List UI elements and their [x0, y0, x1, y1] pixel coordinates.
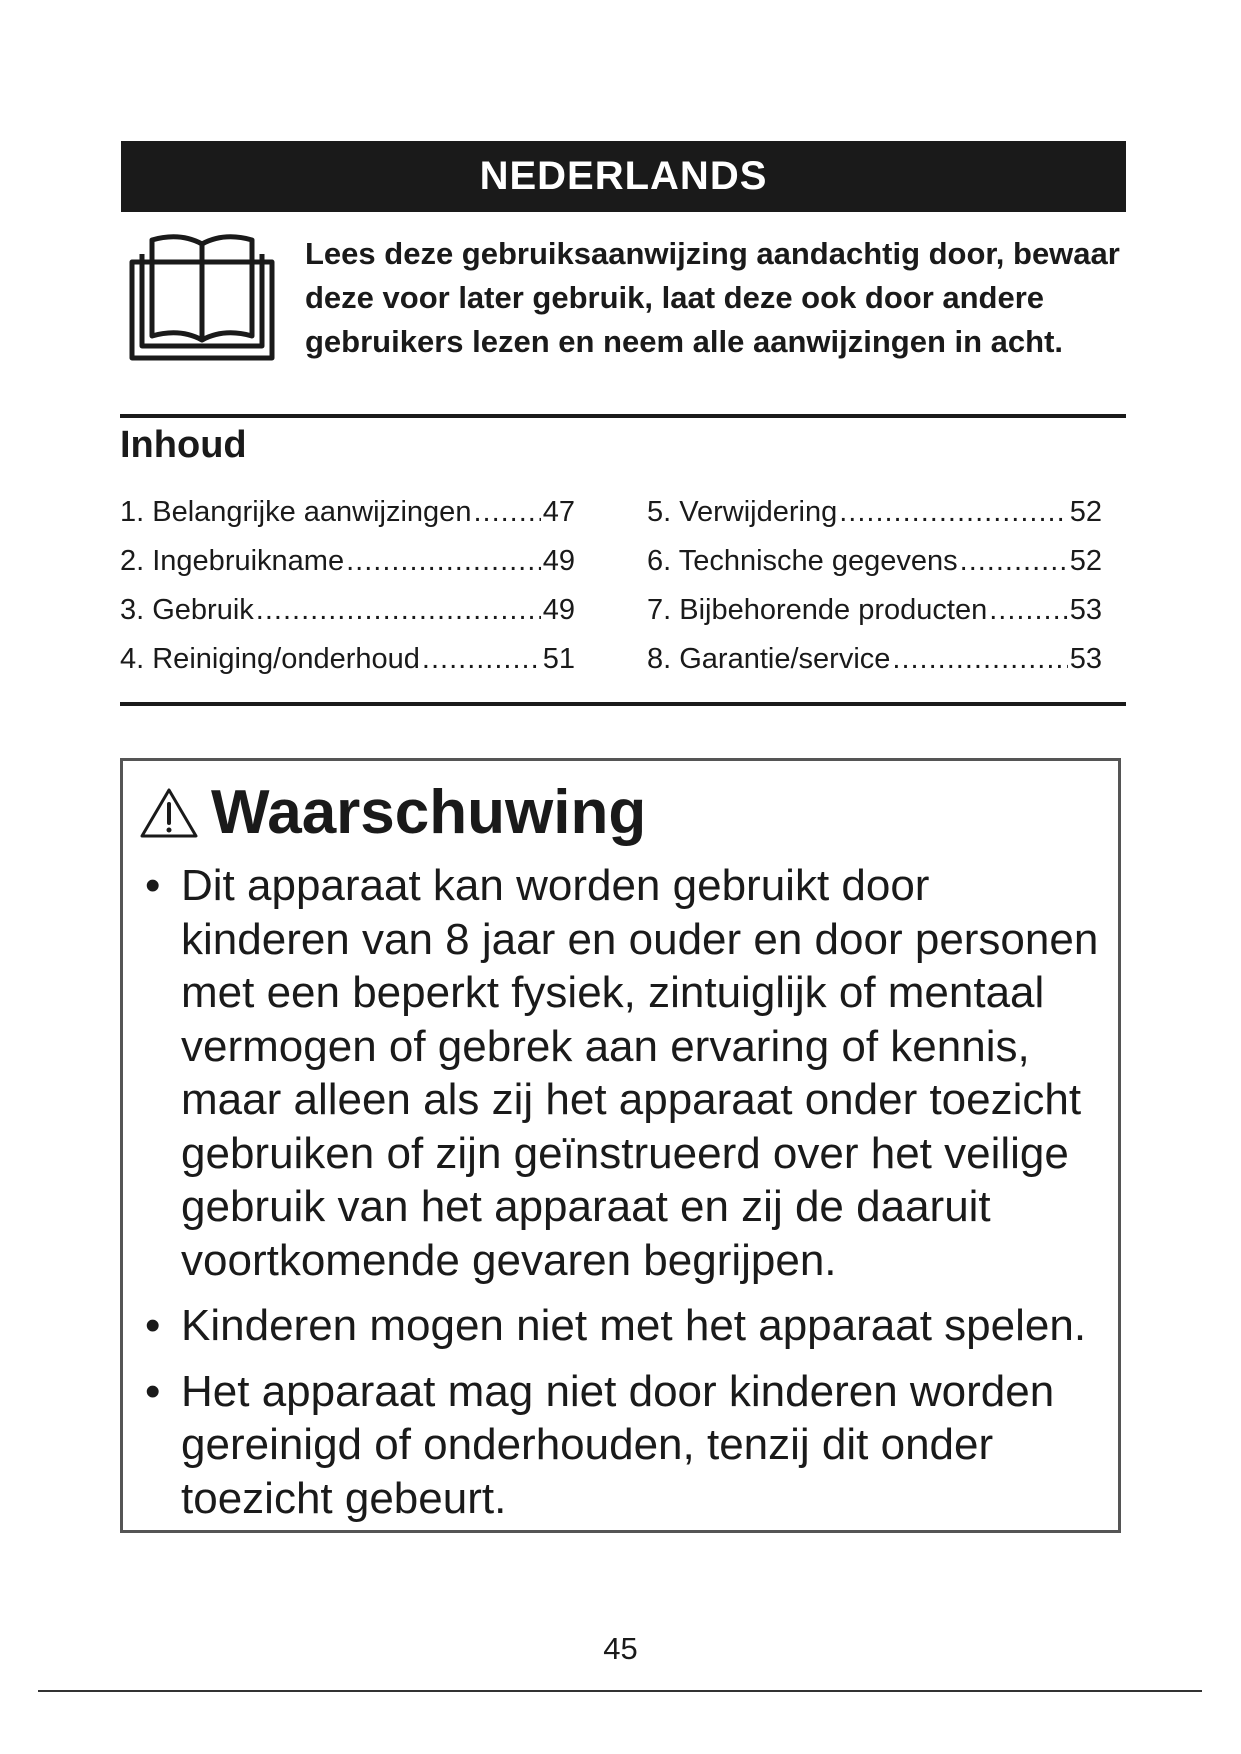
toc-entry[interactable] [120, 545, 575, 594]
bullet-icon: • [145, 861, 161, 910]
toc-entry[interactable] [120, 496, 575, 545]
toc-leader [422, 643, 541, 676]
toc-leader [839, 496, 1068, 529]
warning-item-text: Dit apparaat kan worden gebruikt door kinderen van 8 jaar en ouder en door personen met een beperkt fysiek, zintuiglijk of mentaal vermogen of gebrek aan ervaring of kennis, maar alleen als zij het apparaat onder toezicht gebruiken of zijn geïnstrueerd over het veilige gebruik van het apparaat en zij de daaruit voortkomende gevaren begrijpen. [181, 861, 1099, 1285]
toc-entry-page: 47 [542, 496, 575, 528]
warning-item [139, 1365, 1099, 1526]
bullet-icon: • [145, 1301, 161, 1350]
toc-entry-label: 7. Bijbehorende producten [647, 594, 988, 626]
toc-leader [960, 545, 1068, 578]
toc-entry-label: 5. Verwijdering [647, 496, 838, 528]
divider-bottom [120, 702, 1126, 706]
toc-heading: Inhoud [120, 424, 247, 466]
toc-leader [989, 594, 1068, 627]
toc-entry-label: 8. Garantie/service [647, 643, 891, 675]
toc-entry[interactable] [647, 594, 1102, 643]
warning-header [139, 773, 646, 853]
toc-entry-page: 52 [1069, 496, 1102, 528]
toc-entry-page: 53 [1069, 643, 1102, 675]
footer-divider [38, 1690, 1202, 1692]
toc-entry-page: 49 [542, 545, 575, 577]
toc-entry[interactable] [647, 496, 1102, 545]
toc-entry-page: 49 [542, 594, 575, 626]
warning-item-text: Kinderen mogen niet met het apparaat spelen. [181, 1301, 1087, 1350]
toc-leader [892, 643, 1067, 676]
toc-entry-label: 3. Gebruik [120, 594, 254, 626]
warning-title: Waarschuwing [211, 778, 647, 847]
toc-entry-page: 51 [542, 643, 575, 675]
language-title: NEDERLANDS [479, 154, 768, 198]
toc-entry-page: 52 [1069, 545, 1102, 577]
warning-item [139, 859, 1099, 1287]
intro-text: Lees deze gebruiksaanwijzing aandachtig door, bewaar deze voor later gebruik, laat deze ook door andere gebruikers lezen en neem alle aanwijzingen in acht. [305, 236, 1120, 359]
toc-entry[interactable] [647, 643, 1102, 692]
toc-entry-page: 53 [1069, 594, 1102, 626]
toc-leader [473, 496, 540, 529]
language-header [121, 141, 1126, 212]
toc-leader [256, 594, 541, 627]
page-number: 45 [603, 1631, 638, 1666]
toc-entry[interactable] [120, 643, 575, 692]
toc-entry[interactable] [120, 594, 575, 643]
warning-triangle-icon [139, 786, 199, 840]
warning-item [139, 1299, 1099, 1353]
book-icon [128, 232, 276, 362]
toc-entry-label: 4. Reiniging/onderhoud [120, 643, 420, 675]
divider-top [120, 414, 1126, 418]
toc-entry-label: 1. Belangrijke aanwijzingen [120, 496, 472, 528]
toc-entry-label: 6. Technische gegevens [647, 545, 958, 577]
toc-leader [346, 545, 541, 578]
toc-entry[interactable] [647, 545, 1102, 594]
warning-box [120, 758, 1121, 1533]
toc-entry-label: 2. Ingebruikname [120, 545, 345, 577]
warning-item-text: Het apparaat mag niet door kinderen worden gereinigd of onderhouden, tenzij dit onder toezicht gebeurt. [181, 1366, 1055, 1523]
warning-list [139, 859, 1099, 1537]
toc-column-right [647, 496, 1102, 692]
toc-column-left [120, 496, 575, 692]
bullet-icon: • [145, 1366, 161, 1416]
